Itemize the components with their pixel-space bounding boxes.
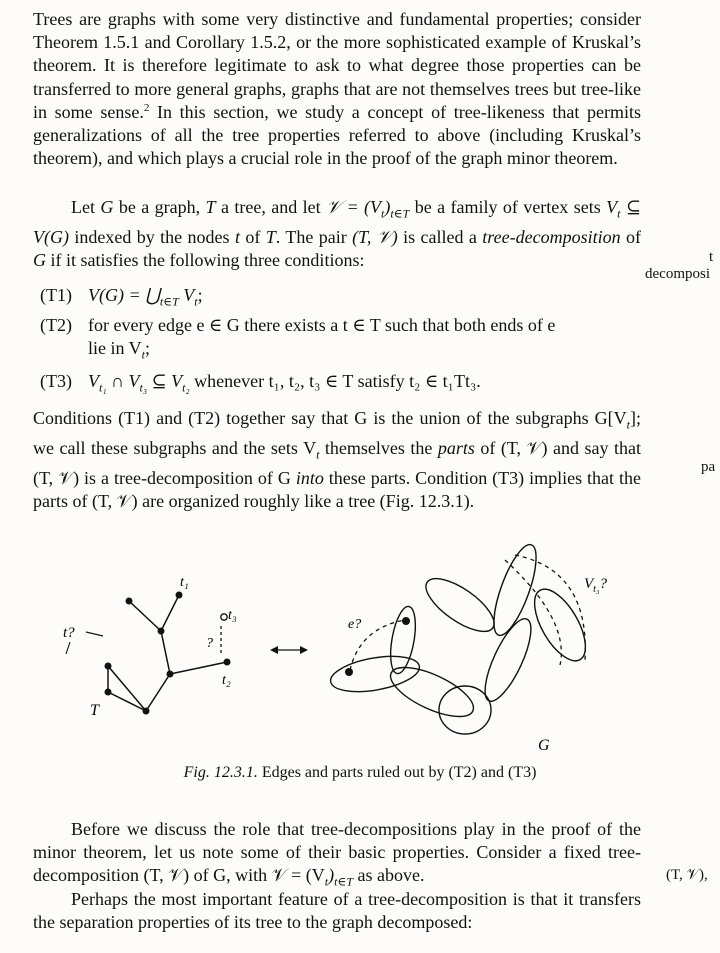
- tree-node: [158, 628, 165, 635]
- math-sub: t: [381, 206, 385, 221]
- part-Vt3-dashed: [515, 555, 585, 660]
- def-text: of: [620, 226, 641, 247]
- parts-text: Conditions (T1) and (T2) together say that G is the union of the subgraphs G[V: [33, 408, 627, 428]
- def-text: . The pair: [275, 226, 353, 247]
- math-sub: t: [626, 417, 630, 432]
- label-t2: t₂: [222, 673, 231, 688]
- part-left-vertical: [386, 605, 419, 676]
- part-left: [328, 650, 422, 697]
- part-right-outer: [524, 581, 595, 668]
- math-sub: t₃: [139, 380, 148, 395]
- punct: ;: [145, 338, 151, 358]
- math-t: t: [234, 226, 240, 247]
- tree-node-t2: [224, 659, 231, 666]
- math-pair: (T, 𝒱): [352, 226, 398, 247]
- properties-text: as above.: [353, 865, 425, 886]
- tree-edge: [108, 666, 146, 711]
- graph-dashed: [350, 555, 585, 670]
- tree-edge: [161, 595, 179, 631]
- math-subset: ⊆ V(G): [33, 197, 641, 247]
- parts-text: ]; we call these subgraphs and the sets V: [33, 408, 641, 458]
- properties-text: Before we discuss the role that tree-decompositions play in the proof of the minor theorem, let us note some of their basic properties. Consider a fixed tree-decomposition (T, 𝒱) of G, with 𝒱 = (V: [33, 819, 641, 886]
- condition-tag: (T2): [40, 315, 72, 335]
- caption-text: Edges and parts ruled out by (T2) and (T3): [257, 764, 537, 781]
- footnote-marker[interactable]: 2: [143, 101, 150, 114]
- math-sub: t₂: [182, 380, 190, 395]
- condition-math: V: [88, 371, 99, 391]
- math-G: G: [100, 197, 114, 217]
- def-text: be a family of vertex sets: [409, 197, 607, 217]
- tree-edge: [170, 662, 227, 674]
- defined-term: parts: [437, 437, 475, 458]
- intro-text: Trees are graphs with some very distinctive and fundamental properties; consider Theorem 1.5.1 and Corollary 1.5.2, or the more sophisticated example of Kruskal’s theorem. It is therefore legitimate to ask to what degree those properties can be transferred to more general graphs, graphs that are not themselves trees but tree-like in some sense.: [33, 9, 641, 122]
- math-V: V: [606, 197, 618, 217]
- tree-node: [143, 708, 150, 715]
- vertex-e-end: [402, 617, 410, 625]
- def-text: is called a: [397, 226, 483, 247]
- condition-math: ∩ V: [106, 371, 140, 391]
- tree-node-t1: [176, 592, 183, 599]
- part-left-lower: [384, 658, 480, 727]
- tree-edge: [146, 674, 170, 711]
- tree-node-t3: [221, 614, 227, 620]
- punct: ;: [197, 285, 203, 305]
- condition-text: for every edge e ∈ G there exists a t ∈ T such that both ends of e: [88, 315, 556, 335]
- margin-note-decomposition: decomposi: [645, 266, 710, 282]
- condition-math: V(G) = ⋃: [88, 285, 160, 305]
- tree-edge: [161, 631, 170, 674]
- math-G: G: [33, 250, 46, 270]
- tree-edge: [108, 692, 146, 711]
- separation-text: Perhaps the most important feature of a tree-decomposition is that it transfers the separation properties of its tree to the graph decomposed:: [33, 889, 641, 933]
- def-text: of: [239, 226, 266, 247]
- tree-edge: [129, 601, 161, 631]
- def-text: a tree, and let: [215, 197, 327, 217]
- condition-t3: [40, 370, 640, 400]
- label-t3: t₃: [228, 608, 237, 623]
- paragraph-properties: [33, 818, 641, 894]
- label-t-question: t?: [63, 625, 75, 641]
- label-e-question: e?: [348, 617, 362, 632]
- def-text: Let: [71, 197, 101, 217]
- tree-node: [126, 598, 133, 605]
- math-sub: t₁: [99, 380, 107, 395]
- paragraph-parts: [33, 407, 641, 513]
- tree-node: [105, 663, 112, 670]
- arrow-t-question: [86, 632, 103, 636]
- math-index: t∈T: [390, 206, 410, 221]
- def-text: indexed by the nodes: [68, 226, 235, 247]
- math-family: 𝒱 = (V: [326, 197, 382, 217]
- intro-text-tail: In this section, we study a concept of tree-likeness that permits generalizations of all the tree properties referred to above (including Kruskal’s theorem), and which plays a crucial role in the proof of the graph minor theorem.: [33, 101, 642, 169]
- label-T: T: [90, 702, 99, 719]
- caption-label: Fig. 12.3.1.: [183, 764, 258, 781]
- math-sub: t: [194, 294, 198, 309]
- label-Vt3: $V_{t_3}$?: [584, 576, 607, 595]
- double-arrow-icon: [270, 646, 308, 654]
- part-right: [476, 613, 539, 706]
- math-T: T: [205, 197, 216, 217]
- condition-math: V: [178, 285, 195, 305]
- condition-tag: (T1): [40, 285, 72, 305]
- parts-text: of (T, 𝒱) and say that (T, 𝒱) is a tree-decomposition of G: [33, 437, 641, 488]
- condition-text: lie in V: [88, 338, 142, 358]
- tick-mark: [66, 642, 70, 654]
- figure-12-3-1: [0, 530, 720, 755]
- paragraph-intro: [33, 8, 641, 170]
- math-sub: t: [617, 206, 621, 221]
- condition-text: whenever t₁, t₂, t₃ ∈ T satisfy t₂ ∈ t₁Tt₃.: [189, 371, 481, 391]
- vertex-e-start: [345, 668, 353, 676]
- tree-node: [167, 671, 174, 678]
- math-T: T: [265, 226, 276, 247]
- label-t1: t₁: [180, 575, 189, 590]
- condition-math: ⊆ V: [147, 371, 183, 391]
- defined-term: into: [295, 467, 324, 488]
- tree-T: [108, 595, 227, 711]
- math-sub: t: [316, 447, 320, 462]
- condition-tag: (T3): [40, 371, 72, 391]
- tree-node: [105, 689, 112, 696]
- math-sub: t: [141, 347, 146, 362]
- math-sub: t: [324, 875, 329, 889]
- def-text: be a graph,: [113, 197, 206, 217]
- paragraph-separation: [33, 888, 641, 934]
- margin-note-t: t: [709, 249, 714, 265]
- def-text: if it satisfies the following three conditions:: [46, 250, 365, 270]
- graph-G: [328, 540, 596, 734]
- margin-note-parts: pa: [701, 459, 716, 475]
- label-G: G: [538, 737, 550, 754]
- parts-text: these parts. Condition (T3) implies that the parts of (T, 𝒱) are organized roughly like a tree (Fig. 12.3.1).: [33, 467, 641, 511]
- figure-caption: [0, 764, 720, 782]
- math-index: t∈T: [159, 294, 179, 309]
- condition-t1: [40, 284, 640, 314]
- margin-note-pair: (T, 𝒱),: [666, 867, 708, 883]
- condition-t2: [40, 314, 640, 367]
- math-paren: ): [384, 197, 391, 217]
- tree-nodes: [105, 592, 231, 715]
- parts-text: themselves the: [319, 437, 438, 458]
- math-paren: ): [328, 865, 335, 886]
- math-index: t∈T: [334, 875, 353, 889]
- paragraph-definition: [33, 196, 641, 272]
- defined-term: tree-decomposition: [482, 226, 621, 247]
- part-center: [418, 569, 502, 641]
- label-question: ?: [206, 636, 213, 651]
